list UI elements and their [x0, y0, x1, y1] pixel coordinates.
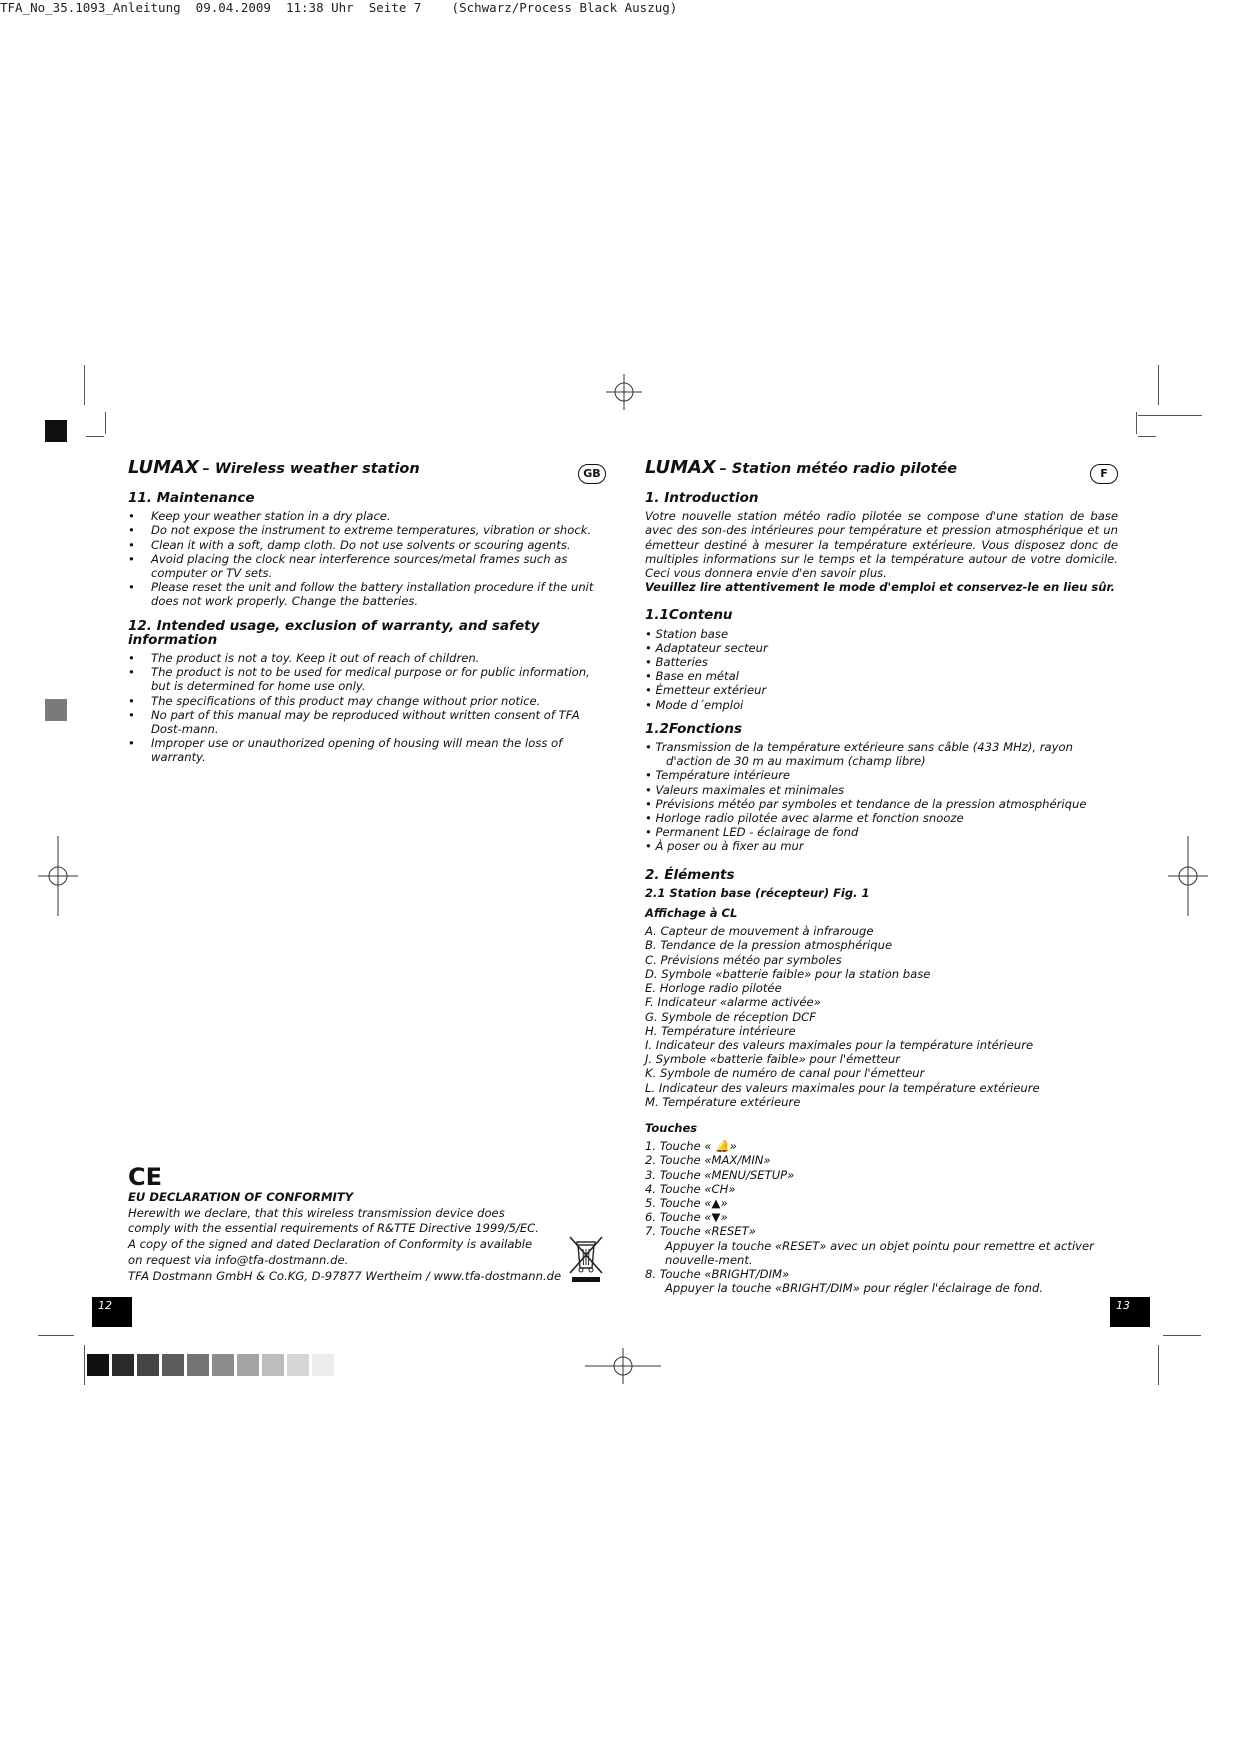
list-item: • Batteries — [645, 655, 708, 670]
crop-mark — [86, 436, 104, 437]
list-item: • The product is not to be used for medical purpose or for public information, but is determined for home use only. — [128, 665, 590, 694]
swatch — [162, 1354, 184, 1376]
registration-crosshair-icon — [606, 374, 642, 410]
list-item: C. Prévisions météo par symboles — [645, 952, 842, 967]
list-item: A. Capteur de mouvement à infrarouge — [645, 924, 874, 939]
section-heading: 1. Introduction — [645, 490, 759, 506]
list-item: 8. Touche «BRIGHT/DIM» — [645, 1266, 790, 1281]
page-number: 13 — [1110, 1297, 1150, 1327]
section-heading: 1.2Fonctions — [645, 720, 742, 737]
registration-square — [45, 420, 67, 442]
swatch — [87, 1354, 109, 1376]
list-item: • Mode d´emploi — [645, 697, 744, 712]
list-item: 7. Touche «RESET» — [645, 1224, 756, 1239]
swatch — [262, 1354, 284, 1376]
list-item: 3. Touche «MENU/SETUP» — [645, 1167, 795, 1182]
swatch — [312, 1354, 334, 1376]
list-item: • Keep your weather station in a dry place. — [128, 509, 391, 524]
usage-list — [128, 651, 606, 765]
eu-line: Herewith we declare, that this wireless transmission device does — [128, 1205, 505, 1220]
crop-mark — [1158, 1345, 1159, 1385]
maintenance-list — [128, 509, 606, 608]
page-subtitle: – Station météo radio pilotée — [719, 461, 958, 477]
list-item: B. Tendance de la pression atmosphérique — [645, 938, 893, 953]
registration-crosshair-icon — [1168, 836, 1208, 916]
list-item: J. Symbole «batterie faible» pour l'émetteur — [645, 1052, 900, 1067]
ce-mark: CE — [128, 1163, 163, 1191]
affichage-list — [645, 924, 1118, 1109]
contenu-list — [645, 627, 1118, 712]
print-slug: TFA_No_35.1093_Anleitung 09.04.2009 11:38 Uhr Seite 7 (Schwarz/Process Black Auszug) — [0, 0, 678, 15]
list-item: • Transmission de la température extérieure sans câble (433 MHz), rayon d'action de 30 m au maximum (champ libre) — [645, 740, 1073, 769]
list-item: 5. Touche «▲» — [645, 1195, 728, 1210]
list-item: • Prévisions météo par symboles et tendance de la pression atmosphérique — [645, 796, 1087, 811]
crop-mark — [38, 1335, 74, 1336]
list-item: D. Symbole «batterie faible» pour la station base — [645, 966, 931, 981]
list-item: • Clean it with a soft, damp cloth. Do not use solvents or scouring agents. — [128, 537, 571, 552]
registration-crosshair-icon — [585, 1348, 661, 1384]
subsection-heading: Affichage à CL — [645, 906, 738, 921]
list-item: 4. Touche «CH» — [645, 1181, 736, 1196]
eu-line: TFA Dostmann GmbH & Co.KG, D-97877 Wertheim / www.tfa-dostmann.de — [128, 1268, 562, 1283]
crop-mark — [1158, 365, 1159, 405]
list-item: • Please reset the unit and follow the battery installation procedure if the unit does not work properly. Change the batteries. — [128, 580, 594, 609]
eu-line: comply with the essential requirements of R&TTE Directive 1999/5/EC. — [128, 1221, 539, 1236]
swatch — [112, 1354, 134, 1376]
list-item: • Base en métal — [645, 669, 739, 684]
list-item: Appuyer la touche «BRIGHT/DIM» pour régler l'éclairage de fond. — [665, 1281, 1044, 1296]
crop-mark — [1138, 415, 1202, 416]
left-title — [128, 457, 606, 487]
list-item: Appuyer la touche «RESET» avec un objet pointu pour remettre et activer nouvelle-ment. — [665, 1238, 1094, 1267]
list-item: • Do not expose the instrument to extreme temperatures, vibration or shock. — [128, 523, 592, 538]
brand-name: LUMAX — [645, 457, 716, 478]
section-heading: 11. Maintenance — [128, 490, 255, 506]
subsection-heading: 2.1 Station base (récepteur) Fig. 1 — [645, 885, 870, 900]
list-item: • Adaptateur secteur — [645, 640, 768, 655]
list-item: 2. Touche «MAX/MIN» — [645, 1153, 771, 1168]
list-item: E. Horloge radio pilotée — [645, 981, 782, 996]
right-title — [645, 457, 1118, 487]
list-item: G. Symbole de réception DCF — [645, 1009, 816, 1024]
crop-mark — [84, 1345, 85, 1385]
intro-bold: Veuillez lire attentivement le mode d'emploi et conservez-le en lieu sûr. — [645, 580, 1116, 595]
list-item: • Valeurs maximales et minimales — [645, 782, 845, 797]
list-item: K. Symbole de numéro de canal pour l'émetteur — [645, 1066, 925, 1081]
language-badge: F — [1090, 464, 1118, 484]
page-subtitle: – Wireless weather station — [202, 461, 420, 477]
list-item: 6. Touche «▼» — [645, 1210, 728, 1225]
list-item: F. Indicateur «alarme activée» — [645, 995, 821, 1010]
grey-swatch-strip — [87, 1354, 347, 1376]
list-item: • Station base — [645, 626, 729, 641]
list-item: L. Indicateur des valeurs maximales pour la température extérieure — [645, 1080, 1040, 1095]
subsection-heading: Touches — [645, 1120, 698, 1135]
swatch — [212, 1354, 234, 1376]
swatch — [287, 1354, 309, 1376]
list-item: I. Indicateur des valeurs maximales pour la température intérieure — [645, 1037, 1034, 1052]
list-item: • Émetteur extérieur — [645, 683, 767, 698]
eu-line: A copy of the signed and dated Declaration of Conformity is available — [128, 1237, 533, 1252]
section-heading: 1.1Contenu — [645, 607, 733, 624]
fonctions-list — [645, 740, 1118, 854]
language-badge: GB — [578, 464, 606, 484]
eu-line: on request via info@tfa-dostmann.de. — [128, 1252, 349, 1267]
weee-bin-icon — [566, 1234, 606, 1284]
registration-square-grey — [45, 699, 67, 721]
crop-mark — [105, 412, 106, 434]
crop-mark — [1138, 436, 1156, 437]
left-page — [128, 457, 606, 775]
swatch — [137, 1354, 159, 1376]
brand-name: LUMAX — [128, 457, 199, 478]
crop-mark — [1163, 1335, 1201, 1336]
list-item: • No part of this manual may be reproduced without written consent of TFA Dost-mann. — [128, 707, 580, 737]
page-number: 12 — [92, 1297, 132, 1327]
list-item: M. Température extérieure — [645, 1094, 801, 1109]
section-heading: 2. Éléments — [645, 866, 735, 883]
swatch — [187, 1354, 209, 1376]
swatch — [237, 1354, 259, 1376]
crop-mark — [1136, 412, 1137, 434]
list-item: • Température intérieure — [645, 768, 791, 783]
eu-heading: EU DECLARATION OF CONFORMITY — [128, 1190, 354, 1204]
list-item: • The specifications of this product may change without prior notice. — [128, 693, 541, 708]
section-heading: 12. Intended usage, exclusion of warranty, and safety information — [128, 617, 540, 648]
list-item: • Permanent LED - éclairage de fond — [645, 825, 859, 840]
list-item: H. Température intérieure — [645, 1023, 796, 1038]
list-item: • À poser ou à fixer au mur — [645, 839, 804, 854]
list-item: 1. Touche « 🔔» — [645, 1139, 737, 1154]
list-item: • Horloge radio pilotée avec alarme et fonction snooze — [645, 811, 964, 826]
right-page — [645, 457, 1118, 1301]
crop-mark — [84, 365, 85, 405]
touches-list — [645, 1139, 1118, 1295]
registration-crosshair-icon — [38, 836, 78, 916]
eu-declaration — [128, 1190, 568, 1284]
list-item: • The product is not a toy. Keep it out of reach of children. — [128, 651, 480, 666]
list-item: • Avoid placing the clock near interference sources/metal frames such as computer or TV sets. — [128, 551, 568, 581]
list-item: • Improper use or unauthorized opening of housing will mean the loss of warranty. — [128, 736, 563, 765]
intro-text: Votre nouvelle station météo radio pilotée se compose d'une station de base avec des son-des intérieures pour température et pression atmosphérique et un émetteur destiné à mesurer la température extérieure. Vous disposez donc de multiples informations sur le temps et la température autour de votre domicile. Ceci vous donnera envie d'en savoir plus. — [645, 509, 1118, 581]
